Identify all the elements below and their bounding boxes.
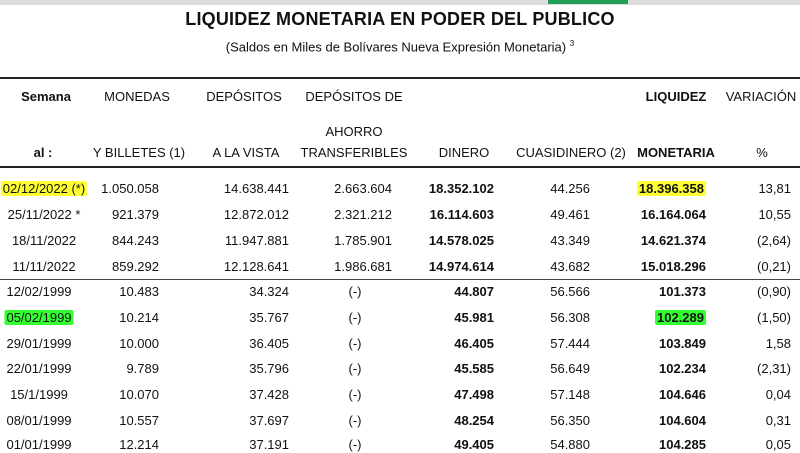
cell-liquidez: 16.164.064 [640,207,706,222]
cell-monedas: 844.243 [112,233,159,248]
cell-ahorro: 2.663.604 [334,181,392,196]
cell-semana: 12/02/1999 [6,284,72,299]
cell-ahorro: 1.986.681 [334,259,392,274]
cell-cuasidinero: 43.682 [550,259,590,274]
cell-semana: 01/01/1999 [6,437,72,452]
cell-variacion: 10,55 [758,207,791,222]
cell-cuasidinero: 44.256 [550,181,590,196]
cell-dinero: 45.585 [454,361,494,376]
cell-semana [4,310,73,326]
cell-vista: 14.638.441 [223,181,289,196]
cell-monedas: 10.070 [119,387,159,402]
cell-monedas: 9.789 [126,361,159,376]
header-y-billetes: Y BILLETES (1) [92,145,186,160]
cell-vista: 35.796 [249,361,289,376]
highlighted-date: 05/02/1999 [6,310,72,325]
cell-liquidez [655,310,706,326]
cell-semana: 29/01/1999 [6,336,72,351]
cell-ahorro: 1.785.901 [334,233,392,248]
cell-monedas: 10.483 [119,284,159,299]
header-dinero: DINERO [438,145,490,160]
cell-dinero: 46.405 [454,336,494,351]
cell-variacion: (0,21) [757,259,791,274]
cell-variacion: 0,05 [765,437,791,452]
cell-dinero: 14.974.614 [428,259,494,274]
page-subtitle [0,39,800,54]
cell-monedas: 10.214 [119,310,159,325]
cell-ahorro: (-) [348,437,362,452]
header-ahorro: AHORRO [325,124,383,139]
header-semana: Semana [21,89,71,104]
cell-cuasidinero: 56.649 [550,361,590,376]
cell-vista: 34.324 [249,284,289,299]
cell-cuasidinero: 56.308 [550,310,590,325]
highlighted-liquidez: 102.289 [657,310,704,325]
cell-variacion: 13,81 [758,181,791,196]
cell-ahorro: (-) [348,284,362,299]
cell-dinero: 49.405 [454,437,494,452]
header-top-rule [0,77,800,79]
cell-variacion: (2,64) [757,233,791,248]
cell-vista: 37.191 [249,437,289,452]
cell-vista: 35.767 [249,310,289,325]
cell-variacion: (0,90) [757,284,791,299]
cell-semana: 25/11/2022 * [7,207,81,222]
header-al: al : [33,145,53,160]
cell-semana: 15/1/1999 [10,387,68,402]
cell-liquidez: 103.849 [659,336,706,351]
cell-liquidez: 104.285 [659,437,706,452]
cell-liquidez: 102.234 [659,361,706,376]
highlighted-date: 02/12/2022 (*) [2,181,86,196]
cell-dinero: 45.981 [454,310,494,325]
cell-liquidez [637,181,706,197]
cell-liquidez: 104.604 [659,413,706,428]
cell-ahorro: (-) [348,361,362,376]
cell-cuasidinero: 54.880 [550,437,590,452]
cell-cuasidinero: 57.148 [550,387,590,402]
cell-dinero: 44.807 [454,284,494,299]
cell-monedas: 10.000 [119,336,159,351]
cell-dinero: 16.114.603 [429,207,494,222]
cell-liquidez: 101.373 [659,284,706,299]
header-depositos-de: DEPÓSITOS DE [305,89,403,104]
subtitle-text: (Saldos en Miles de Bolívares Nueva Expresión Monetaria) [225,39,567,55]
spreadsheet-top-strip [0,0,800,5]
cell-cuasidinero: 49.461 [550,207,590,222]
cell-vista: 37.697 [249,413,289,428]
cell-liquidez: 15.018.296 [640,259,706,274]
cell-ahorro: 2.321.212 [334,207,392,222]
cell-ahorro: (-) [348,387,362,402]
subtitle-footnote: 3 [569,39,575,48]
cell-liquidez: 14.621.374 [640,233,706,248]
cell-variacion: 0,04 [765,387,791,402]
cell-vista: 36.405 [249,336,289,351]
cell-vista: 37.428 [249,387,289,402]
highlighted-liquidez: 18.396.358 [638,181,704,196]
cell-variacion: 0,31 [765,413,791,428]
cell-variacion: (2,31) [757,361,791,376]
header-bottom-rule [0,166,800,168]
cell-variacion: (1,50) [757,310,791,325]
cell-monedas: 12.214 [119,437,159,452]
header-percent: % [756,145,768,160]
cell-semana: 18/11/2022 [11,233,77,248]
cell-semana: 22/01/1999 [6,361,72,376]
cell-cuasidinero: 57.444 [550,336,590,351]
cell-ahorro: (-) [348,310,362,325]
header-a-la-vista: A LA VISTA [212,145,280,160]
cell-monedas: 10.557 [119,413,159,428]
block-separator [0,279,800,280]
cell-dinero: 47.498 [454,387,494,402]
header-variacion: VARIACIÓN [725,89,797,104]
cell-semana [1,181,87,197]
cell-monedas: 1.050.058 [101,181,159,196]
header-liquidez: LIQUIDEZ [645,89,707,104]
cell-dinero: 18.352.102 [428,181,494,196]
active-sheet-indicator [548,0,628,4]
cell-monedas: 859.292 [112,259,159,274]
cell-cuasidinero: 56.566 [550,284,590,299]
cell-vista: 12.872.012 [223,207,289,222]
header-monetaria: MONETARIA [637,145,715,160]
cell-ahorro: (-) [348,413,362,428]
cell-cuasidinero: 56.350 [550,413,590,428]
cell-semana: 08/01/1999 [6,413,72,428]
cell-liquidez: 104.646 [659,387,706,402]
header-monedas: MONEDAS [104,89,170,104]
header-depositos: DEPÓSITOS [206,89,282,104]
cell-variacion: 1,58 [765,336,791,351]
cell-vista: 11.947.881 [224,233,289,248]
header-transferibles: TRANSFERIBLES [300,145,408,160]
cell-vista: 12.128.641 [223,259,289,274]
cell-ahorro: (-) [348,336,362,351]
cell-dinero: 14.578.025 [428,233,494,248]
page-title: LIQUIDEZ MONETARIA EN PODER DEL PUBLICO [185,9,615,29]
cell-cuasidinero: 43.349 [550,233,590,248]
cell-monedas: 921.379 [112,207,159,222]
cell-dinero: 48.254 [454,413,494,428]
cell-semana: 11/11/2022 [12,259,76,274]
header-cuasidinero: CUASIDINERO (2) [516,145,626,160]
